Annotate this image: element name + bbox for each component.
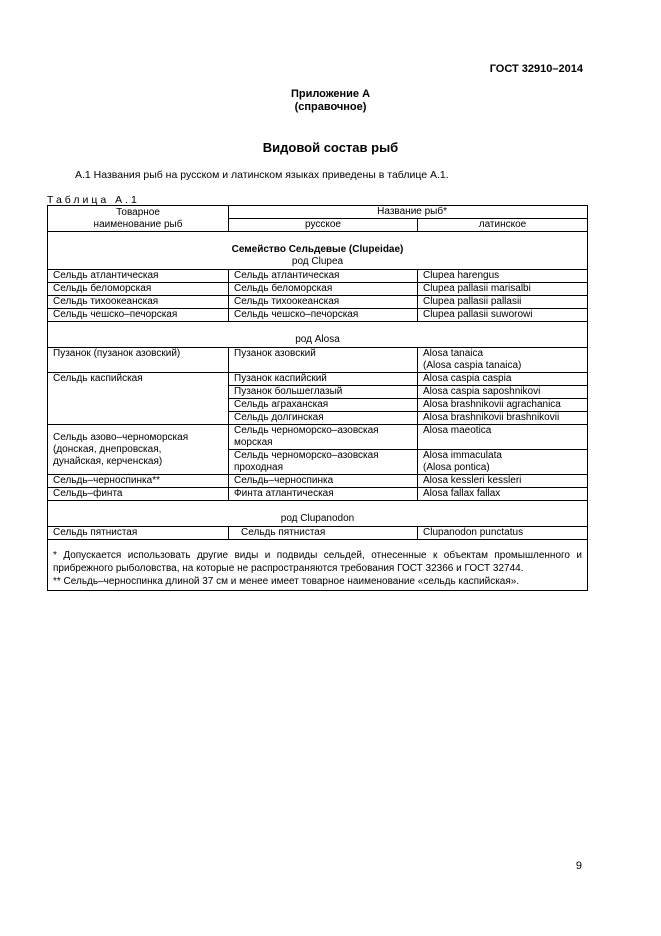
cell-latin: Alosa fallax fallax — [418, 488, 588, 501]
table-row — [48, 283, 588, 296]
genus-clupanodon-label: род Clupanodon — [48, 501, 588, 527]
header-trade-name — [48, 206, 229, 232]
cell-russian: Финта атлантическая — [229, 488, 418, 501]
cell-latin: Alosa brashnikovii agrachanica — [418, 399, 588, 412]
footnote-1: * Допускается использовать другие виды и подвиды сельдей, отнесенные к объектам промышленного и прибрежного рыболовства, на которые не распространяются требования ГОСТ 32366 и ГОСТ 32744. — [53, 550, 582, 574]
table-row — [48, 296, 588, 309]
header-fish-name: Название рыб* — [229, 206, 588, 219]
cell-trade: Сельдь пятнистая — [48, 527, 229, 540]
russian-line2: проходная — [234, 462, 283, 473]
cell-latin: Alosa kessleri kessleri — [418, 475, 588, 488]
latin-line2: (Alosa pontica) — [423, 462, 490, 473]
latin-line1: Alosa immaculata — [423, 450, 502, 461]
footnotes — [48, 540, 588, 591]
table-row — [48, 527, 588, 540]
cell-trade: Сельдь каспийская — [48, 373, 229, 425]
cell-trade: Сельдь беломорская — [48, 283, 229, 296]
table-row — [48, 309, 588, 322]
annex-heading — [0, 88, 661, 114]
russian-line1: Сельдь черноморско–азовская — [234, 450, 379, 461]
russian-line1: Сельдь черноморско–азовская — [234, 425, 379, 436]
cell-trade: Пузанок (пузанок азовский) — [48, 348, 229, 373]
cell-trade: Сельдь–черноспинка** — [48, 475, 229, 488]
cell-russian: Сельдь атлантическая — [229, 270, 418, 283]
table-row — [48, 348, 588, 373]
cell-trade: Сельдь чешско–печорская — [48, 309, 229, 322]
cell-trade: Сельдь тихоокеанская — [48, 296, 229, 309]
annex-title: Приложение А — [290, 88, 371, 100]
cell-latin: Alosa brashnikovii brashnikovii — [418, 412, 588, 425]
cell-russian: Сельдь аграханская — [229, 399, 418, 412]
cell-trade — [48, 425, 229, 475]
cell-russian — [229, 450, 418, 475]
table-row — [48, 373, 588, 386]
table-row — [48, 425, 588, 450]
cell-russian: Сельдь тихоокеанская — [229, 296, 418, 309]
table-header-row — [48, 206, 588, 219]
trade-line1: Сельдь азово–черноморская — [53, 431, 189, 443]
cell-latin: Clupea harengus — [418, 270, 588, 283]
table-row — [48, 475, 588, 488]
header-russian: русское — [229, 219, 418, 232]
header-trade-line1: Товарное — [116, 206, 160, 218]
cell-trade: Сельдь атлантическая — [48, 270, 229, 283]
table-row — [48, 488, 588, 501]
cell-russian: Пузанок большеглазый — [229, 386, 418, 399]
section-row — [48, 501, 588, 527]
standard-number: ГОСТ 32910–2014 — [489, 63, 583, 75]
cell-latin: Clupea pallasii suworowi — [418, 309, 588, 322]
cell-russian: Сельдь чешско–печорская — [229, 309, 418, 322]
russian-line2: морская — [234, 437, 273, 448]
cell-latin: Clupea pallasii pallasii — [418, 296, 588, 309]
page-title: Видовой состав рыб — [262, 140, 399, 155]
species-table — [47, 205, 588, 591]
genus-alosa-label: род Alosa — [48, 322, 588, 348]
cell-russian — [229, 425, 418, 450]
trade-line3: дунайская, керченская) — [53, 455, 163, 467]
cell-russian: Сельдь беломорская — [229, 283, 418, 296]
cell-latin: Clupanodon punctatus — [418, 527, 588, 540]
section-row — [48, 232, 588, 270]
cell-russian: Пузанок каспийский — [229, 373, 418, 386]
family-section — [48, 232, 588, 270]
cell-russian: Сельдь пятнистая — [229, 527, 418, 540]
cell-latin — [418, 348, 588, 373]
family-label: Семейство Сельдевые (Clupeidae) — [231, 244, 404, 255]
header-trade-line2: наименование рыб — [93, 218, 183, 230]
table-row — [48, 270, 588, 283]
cell-russian: Сельдь долгинская — [229, 412, 418, 425]
cell-latin: Clupea pallasii marisalbi — [418, 283, 588, 296]
footnote-row — [48, 540, 588, 591]
cell-russian: Сельдь–черноспинка — [229, 475, 418, 488]
header-latin: латинское — [418, 219, 588, 232]
footnote-2: ** Сельдь–черноспинка длиной 37 см и менее имеет товарное наименование «сельдь каспийская». — [53, 576, 520, 587]
cell-latin: Alosa maeotica — [418, 425, 588, 450]
page-number: 9 — [575, 860, 582, 872]
cell-latin: Alosa caspia caspia — [418, 373, 588, 386]
table-caption: Таблица А.1 — [47, 194, 140, 206]
cell-latin — [418, 450, 588, 475]
cell-latin: Alosa caspia saposhnikovi — [418, 386, 588, 399]
genus-clupea-label: род Clupea — [291, 256, 344, 267]
trade-line2: (донская, днепровская, — [53, 443, 162, 455]
cell-russian: Пузанок азовский — [229, 348, 418, 373]
latin-line1: Alosa tanaica — [423, 348, 484, 359]
section-row — [48, 322, 588, 348]
intro-paragraph: А.1 Названия рыб на русском и латинском языках приведены в таблице А.1. — [75, 169, 449, 181]
cell-trade: Сельдь–финта — [48, 488, 229, 501]
annex-subtitle: (справочное) — [294, 101, 367, 113]
latin-line2: (Alosa caspia tanaica) — [423, 360, 522, 371]
